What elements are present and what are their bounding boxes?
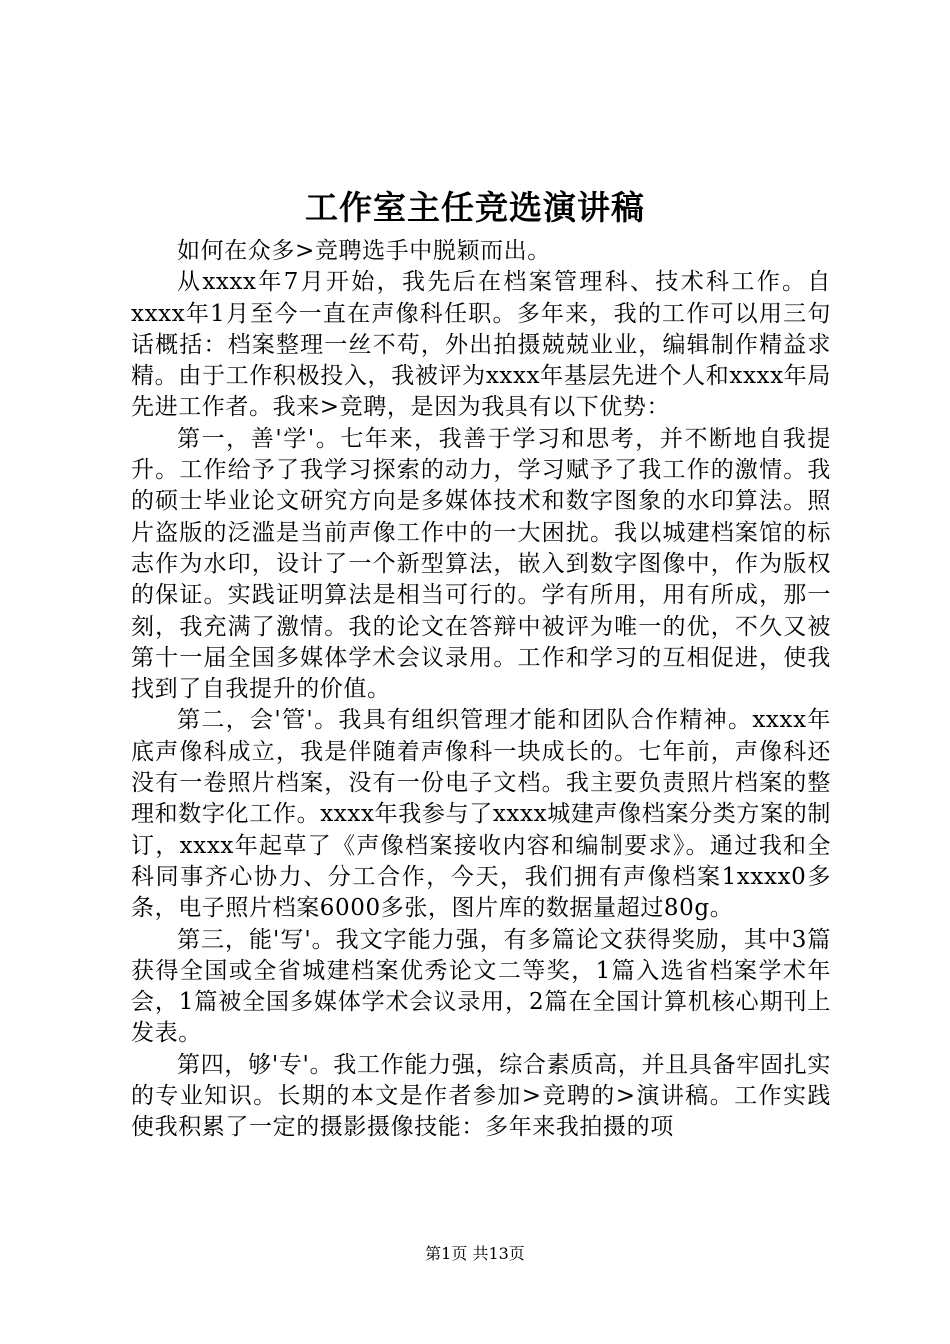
paragraph-strength-expertise: 第四，够'专'。我工作能力强，综合素质高，并且具备牢固扎实的专业知识。长期的本文是作者参加>竞聘的>演讲稿。工作实践使我积累了一定的摄影摄像技能：多年来我拍摄的项 [131, 1051, 831, 1141]
paragraph-strength-writing: 第三，能'写'。我文字能力强，有多篇论文获得奖励，其中3篇获得全国或全省城建档案优秀论文二等奖，1篇入选省档案学术年会，1篇被全国多媒体学术会议录用，2篇在全国计算机核心期刊上发表。 [131, 926, 831, 1047]
paragraph-strength-learning: 第一，善'学'。七年来，我善于学习和思考，并不断地自我提升。工作给予了我学习探索的动力，学习赋予了我工作的激情。我的硕士毕业论文研究方向是多媒体技术和数字图象的水印算法。照片盗版的泛滥是当前声像工作中的一大困扰。我以城建档案馆的标志作为水印，设计了一个新型算法，嵌入到数字图像中，作为版权的保证。实践证明算法是相当可行的。学有所用，用有所成，那一刻，我充满了激情。我的论文在答辩中被评为唯一的优，不久又被第十一届全国多媒体学术会议录用。工作和学习的互相促进，使我找到了自我提升的价值。 [131, 425, 831, 703]
document-body [131, 236, 831, 1144]
paragraph-background: 从xxxx年7月开始，我先后在档案管理科、技术科工作。自xxxx年1月至今一直在声像科任职。多年来，我的工作可以用三句话概括：档案整理一丝不苟，外出拍摄兢兢业业，编辑制作精益求精。由于工作积极投入，我被评为xxxx年基层先进个人和xxxx年局先进工作者。我来>竞聘，是因为我具有以下优势： [131, 269, 831, 421]
paragraph-intro: 如何在众多>竞聘选手中脱颖而出。 [177, 238, 551, 264]
document-title: 工作室主任竞选演讲稿 [305, 188, 645, 227]
page-number-footer: 第1页 共13页 [425, 1244, 525, 1263]
paragraph-strength-management: 第二，会'管'。我具有组织管理才能和团队合作精神。xxxx年底声像科成立，我是伴随着声像科一块成长的。七年前，声像科还没有一卷照片档案，没有一份电子文档。我主要负责照片档案的整理和数字化工作。xxxx年我参与了xxxx城建声像档案分类方案的制订，xxxx年起草了《声像档案接收内容和编制要求》。通过我和全科同事齐心协力、分工合作，今天，我们拥有声像档案1xxxx0多条，电子照片档案6000多张，图片库的数据量超过80g。 [131, 707, 831, 922]
